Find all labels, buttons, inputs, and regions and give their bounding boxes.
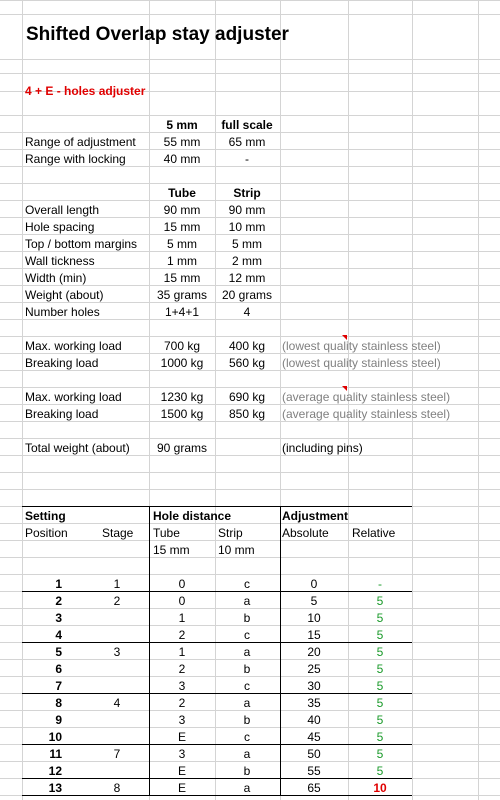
gridline [478, 0, 479, 800]
strip-hole-cell: a [243, 781, 251, 795]
absolute-cell: 35 [307, 696, 321, 710]
relative-cell: - [378, 577, 382, 591]
range-row-value: 40 mm [163, 152, 201, 166]
gridline [0, 59, 500, 60]
relative-cell: 5 [376, 730, 384, 744]
tube-hole-cell: 3 [178, 713, 186, 727]
specs-col-tube: Tube [168, 186, 196, 200]
load-label: Breaking load [25, 407, 99, 421]
relative-header: Relative [352, 526, 396, 540]
strip-hole-cell: b [243, 764, 251, 778]
spec-strip-value: 4 [243, 305, 251, 319]
absolute-cell: 15 [307, 628, 321, 642]
spec-tube-value: 15 mm [163, 271, 201, 285]
absolute-cell: 5 [310, 594, 318, 608]
tube-hole-cell: 3 [178, 679, 186, 693]
strip-hole-cell: b [243, 713, 251, 727]
spec-strip-value: 10 mm [228, 220, 266, 234]
spec-strip-value: 2 mm [232, 254, 262, 268]
gridline [0, 115, 500, 116]
position-cell: 1 [55, 577, 62, 591]
tube-hole-cell: E [177, 781, 186, 795]
strip-hole-cell: a [243, 594, 251, 608]
strip-hole-cell: a [243, 645, 251, 659]
relative-cell: 5 [376, 679, 384, 693]
relative-cell: 5 [376, 611, 384, 625]
spec-tube-value: 15 mm [163, 220, 201, 234]
sheet-title: Shifted Overlap stay adjuster [26, 24, 289, 45]
specs-col-strip: Strip [233, 186, 261, 200]
position-cell: 11 [49, 747, 62, 761]
relative-cell: 5 [376, 747, 384, 761]
stage-cell: 1 [113, 577, 121, 591]
strip-hole-cell: c [244, 577, 250, 591]
comment-indicator-icon[interactable] [342, 335, 347, 340]
total-weight-value: 90 grams [156, 441, 208, 455]
load-tube-value: 1000 kg [160, 356, 204, 370]
absolute-cell: 0 [310, 577, 318, 591]
load-strip-value: 850 kg [228, 407, 266, 421]
strip-subheader: 10 mm [218, 543, 255, 557]
load-note: (average quality stainless steel) [282, 407, 451, 421]
load-strip-value: 400 kg [228, 339, 266, 353]
spec-tube-value: 1 mm [167, 254, 197, 268]
position-cell: 6 [55, 662, 62, 676]
absolute-cell: 10 [307, 611, 321, 625]
load-strip-value: 690 kg [228, 390, 266, 404]
spec-tube-value: 5 mm [167, 237, 197, 251]
load-label: Max. working load [25, 339, 122, 353]
spec-strip-value: 5 mm [232, 237, 262, 251]
gridline [0, 472, 500, 473]
range-col-5mm: 5 mm [166, 118, 198, 132]
gridline [0, 540, 500, 541]
spec-tube-value: 90 mm [163, 203, 201, 217]
load-label: Breaking load [25, 356, 99, 370]
range-row-value: - [245, 152, 249, 166]
stage-cell: 4 [113, 696, 121, 710]
tube-hole-cell: 0 [178, 594, 186, 608]
stage-cell: 3 [113, 645, 121, 659]
load-note: (average quality stainless steel) [282, 390, 451, 404]
absolute-cell: 25 [307, 662, 321, 676]
tube-hole-cell: E [177, 730, 186, 744]
tube-hole-cell: 0 [178, 577, 186, 591]
position-cell: 13 [48, 781, 62, 795]
spec-strip-value: 90 mm [228, 203, 266, 217]
position-cell: 12 [48, 764, 62, 778]
absolute-cell: 40 [307, 713, 321, 727]
range-col-full-scale: full scale [221, 118, 273, 132]
relative-cell: 10 [373, 781, 387, 795]
spec-label: Overall length [25, 203, 100, 217]
absolute-cell: 55 [307, 764, 321, 778]
position-cell: 10 [48, 730, 62, 744]
setting-header: Setting [25, 509, 66, 523]
total-weight-label: Total weight (about) [25, 441, 130, 455]
spec-tube-value: 1+4+1 [164, 305, 200, 319]
total-weight-note: (including pins) [282, 441, 363, 455]
range-row-label: Range with locking [25, 152, 126, 166]
gridline [0, 336, 500, 337]
strip-hole-cell: a [243, 696, 251, 710]
absolute-cell: 30 [307, 679, 321, 693]
gridline [0, 387, 500, 388]
spec-strip-value: 20 grams [221, 288, 273, 302]
gridline [0, 183, 500, 184]
sheet-subtitle: 4 + E - holes adjuster [25, 84, 146, 98]
stage-cell: 8 [113, 781, 121, 795]
position-header: Position [25, 526, 68, 540]
relative-cell: 5 [376, 645, 384, 659]
strip-hole-cell: c [244, 628, 250, 642]
tube-hole-cell: E [177, 764, 186, 778]
strip-hole-cell: b [243, 611, 251, 625]
gridline [0, 523, 500, 524]
absolute-cell: 20 [307, 645, 321, 659]
strip-header: Strip [218, 526, 243, 540]
tube-hole-cell: 1 [178, 645, 186, 659]
comment-indicator-icon[interactable] [342, 386, 347, 391]
position-cell: 4 [55, 628, 62, 642]
stage-header: Stage [102, 526, 134, 540]
load-note: (lowest quality stainless steel) [282, 356, 441, 370]
load-tube-value: 700 kg [163, 339, 201, 353]
position-cell: 7 [55, 679, 62, 693]
position-cell: 3 [55, 611, 62, 625]
spec-label: Wall tickness [25, 254, 95, 268]
relative-cell: 5 [376, 713, 384, 727]
load-tube-value: 1500 kg [160, 407, 204, 421]
gridline [0, 574, 500, 575]
tube-subheader: 15 mm [153, 543, 190, 557]
stage-cell: 7 [113, 747, 121, 761]
tube-hole-cell: 2 [178, 696, 186, 710]
border-line [22, 506, 412, 507]
spec-label: Top / bottom margins [25, 237, 138, 251]
load-strip-value: 560 kg [228, 356, 266, 370]
absolute-cell: 45 [307, 730, 321, 744]
hole-distance-header: Hole distance [153, 509, 232, 523]
relative-cell: 5 [376, 628, 384, 642]
relative-cell: 5 [376, 662, 384, 676]
strip-hole-cell: c [244, 679, 250, 693]
absolute-cell: 65 [307, 781, 321, 795]
tube-hole-cell: 2 [178, 662, 186, 676]
strip-hole-cell: c [244, 730, 250, 744]
spec-tube-value: 35 grams [156, 288, 208, 302]
gridline [0, 73, 500, 74]
absolute-header: Absolute [282, 526, 329, 540]
absolute-cell: 50 [307, 747, 321, 761]
tube-header: Tube [153, 526, 180, 540]
load-tube-value: 1230 kg [160, 390, 204, 404]
gridline [0, 489, 500, 490]
position-cell: 8 [55, 696, 62, 710]
gridline [0, 0, 500, 1]
position-cell: 2 [55, 594, 62, 608]
position-cell: 9 [55, 713, 62, 727]
strip-hole-cell: b [243, 662, 251, 676]
relative-cell: 5 [376, 696, 384, 710]
gridline [0, 14, 500, 15]
range-row-value: 55 mm [163, 135, 201, 149]
spec-label: Number holes [25, 305, 100, 319]
tube-hole-cell: 1 [178, 611, 186, 625]
range-row-value: 65 mm [228, 135, 266, 149]
spec-label: Weight (about) [25, 288, 104, 302]
tube-hole-cell: 3 [178, 747, 186, 761]
load-label: Max. working load [25, 390, 122, 404]
strip-hole-cell: a [243, 747, 251, 761]
spec-label: Hole spacing [25, 220, 95, 234]
stage-cell: 2 [113, 594, 121, 608]
spec-strip-value: 12 mm [228, 271, 266, 285]
tube-hole-cell: 2 [178, 628, 186, 642]
relative-cell: 5 [376, 594, 384, 608]
spec-label: Width (min) [25, 271, 87, 285]
range-row-label: Range of adjustment [25, 135, 136, 149]
adjustment-header: Adjustment [282, 509, 348, 523]
load-note: (lowest quality stainless steel) [282, 339, 441, 353]
position-cell: 5 [55, 645, 62, 659]
gridline [0, 438, 500, 439]
relative-cell: 5 [376, 764, 384, 778]
